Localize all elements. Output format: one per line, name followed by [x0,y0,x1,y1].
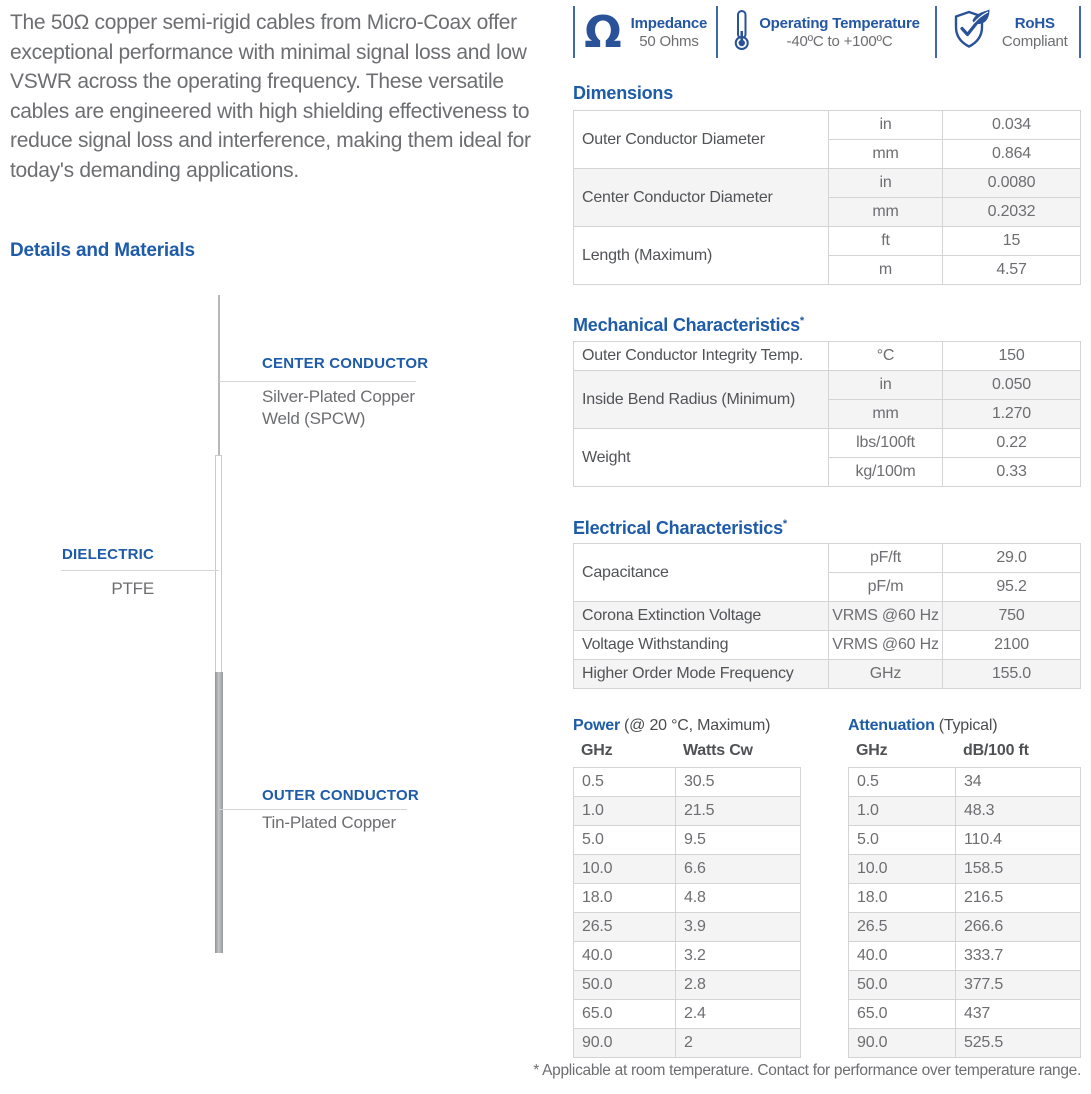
badge-value: Compliant [1001,32,1068,50]
freq-cell: 377.5 [956,971,1081,1000]
freq-cell: 10.0 [849,855,956,884]
dimensions-heading: Dimensions [573,83,674,103]
unit-cell: GHz [829,660,943,689]
freq-cell: 65.0 [574,1000,676,1029]
cable-dielectric [215,455,222,673]
badge-title: RoHS [1014,14,1055,32]
unit-cell: ft [829,227,943,256]
freq-cell: 1.0 [849,797,956,826]
spec-label-cell: Center Conductor Diameter [574,169,829,227]
spec-row [574,631,1081,660]
freq-cell: 50.0 [574,971,676,1000]
freq-row [849,797,1081,826]
cable-center-conductor [218,295,220,456]
value-cell: 0.0080 [943,169,1081,198]
value-cell: 150 [943,342,1081,371]
freq-row [849,971,1081,1000]
freq-cell: 50.0 [849,971,956,1000]
freq-cell: 90.0 [574,1029,676,1058]
freq-cell: 2 [676,1029,801,1058]
rohs-shield-icon [948,7,993,57]
outer-conductor-label: OUTER CONDUCTOR [262,787,419,804]
spec-label-cell: Weight [574,429,829,487]
value-cell: 2100 [943,631,1081,660]
badge-operating-temperature [716,6,934,58]
spec-row [574,429,1081,458]
freq-cell: 40.0 [849,942,956,971]
spec-row [574,227,1081,256]
freq-cell: 18.0 [849,884,956,913]
freq-cell: 266.6 [956,913,1081,942]
electrical-heading: Electrical Characteristics* [573,518,788,538]
spec-row [574,544,1081,573]
value-cell: 4.57 [943,256,1081,285]
unit-cell: VRMS @60 Hz [829,602,943,631]
mechanical-table [573,341,1081,487]
freq-cell: 48.3 [956,797,1081,826]
badge-rohs [935,6,1079,58]
freq-row [574,797,801,826]
value-cell: 0.050 [943,371,1081,400]
freq-row [849,1000,1081,1029]
spec-row [574,342,1081,371]
dielectric-material: PTFE [111,579,154,598]
freq-cell: 5.0 [849,826,956,855]
spec-label-cell: Voltage Withstanding [574,631,829,660]
freq-cell: 6.6 [676,855,801,884]
value-cell: 0.034 [943,111,1081,140]
freq-row [849,942,1081,971]
freq-cell: 0.5 [574,768,676,797]
freq-cell: 90.0 [849,1029,956,1058]
center-conductor-label: CENTER CONDUCTOR [262,355,429,372]
unit-cell: kg/100m [829,458,943,487]
spec-row [574,169,1081,198]
label-rule [219,809,407,810]
mechanical-heading: Mechanical Characteristics* [573,315,805,335]
freq-cell: 10.0 [574,855,676,884]
badge-title: Operating Temperature [759,14,920,32]
spec-row [574,111,1081,140]
badges-row [573,6,1081,58]
unit-cell: pF/m [829,573,943,602]
spec-label-cell: Corona Extinction Voltage [574,602,829,631]
power-heading: Power (@ 20 °C, Maximum) [573,717,771,734]
freq-cell: 333.7 [956,942,1081,971]
spec-label-cell: Inside Bend Radius (Minimum) [574,371,829,429]
value-cell: 155.0 [943,660,1081,689]
spec-row [574,371,1081,400]
freq-row [849,1029,1081,1058]
freq-cell: 3.2 [676,942,801,971]
omega-icon: Ω [584,7,622,58]
freq-cell: 3.9 [676,913,801,942]
freq-cell: 65.0 [849,1000,956,1029]
value-cell: 1.270 [943,400,1081,429]
freq-row [574,913,801,942]
freq-row [574,826,801,855]
freq-cell: 0.5 [849,768,956,797]
freq-row [849,884,1081,913]
freq-row [849,855,1081,884]
footnote: * Applicable at room temperature. Contact for performance over temperature range. [533,1062,1081,1079]
freq-cell: 26.5 [849,913,956,942]
label-rule [219,381,416,382]
spec-row [574,602,1081,631]
thermometer-icon [733,9,750,56]
unit-cell: °C [829,342,943,371]
freq-cell: 437 [956,1000,1081,1029]
freq-row [849,768,1081,797]
badge-value: 50 Ohms [639,32,699,50]
freq-cell: 21.5 [676,797,801,826]
outer-conductor-material: Tin-Plated Copper [262,813,396,832]
freq-cell: 34 [956,768,1081,797]
value-cell: 750 [943,602,1081,631]
freq-row [574,855,801,884]
cable-outer-conductor [215,672,223,953]
freq-cell: 30.5 [676,768,801,797]
freq-row [849,826,1081,855]
spec-label-cell: Outer Conductor Diameter [574,111,829,169]
freq-cell: 1.0 [574,797,676,826]
attenuation-col-headers: GHz dB/100 ft [856,742,1029,759]
freq-row [574,942,801,971]
unit-cell: lbs/100ft [829,429,943,458]
freq-cell: 216.5 [956,884,1081,913]
unit-cell: in [829,111,943,140]
freq-row [574,971,801,1000]
label-rule [61,570,219,571]
spec-label-cell: Length (Maximum) [574,227,829,285]
freq-cell: 40.0 [574,942,676,971]
unit-cell: mm [829,198,943,227]
unit-cell: in [829,371,943,400]
value-cell: 15 [943,227,1081,256]
freq-row [574,1000,801,1029]
badge-impedance [573,6,716,58]
value-cell: 0.33 [943,458,1081,487]
electrical-table [573,543,1081,689]
value-cell: 29.0 [943,544,1081,573]
dielectric-label: DIELECTRIC [62,546,154,563]
spec-row [574,660,1081,689]
spec-label-cell: Outer Conductor Integrity Temp. [574,342,829,371]
freq-cell: 2.8 [676,971,801,1000]
badge-title: Impedance [630,14,708,32]
freq-cell: 2.4 [676,1000,801,1029]
spec-label-cell: Capacitance [574,544,829,602]
freq-row [574,884,801,913]
badge-value: -40ºC to +100ºC [786,32,893,50]
freq-row [849,913,1081,942]
freq-cell: 525.5 [956,1029,1081,1058]
unit-cell: pF/ft [829,544,943,573]
power-table [573,767,801,1058]
value-cell: 95.2 [943,573,1081,602]
freq-cell: 9.5 [676,826,801,855]
freq-cell: 110.4 [956,826,1081,855]
unit-cell: mm [829,400,943,429]
freq-cell: 158.5 [956,855,1081,884]
unit-cell: VRMS @60 Hz [829,631,943,660]
value-cell: 0.864 [943,140,1081,169]
attenuation-heading: Attenuation (Typical) [848,717,998,734]
freq-cell: 26.5 [574,913,676,942]
freq-row [574,1029,801,1058]
value-cell: 0.22 [943,429,1081,458]
unit-cell: in [829,169,943,198]
spec-label-cell: Higher Order Mode Frequency [574,660,829,689]
power-col-headers: GHz Watts Cw [581,742,753,759]
value-cell: 0.2032 [943,198,1081,227]
details-materials-heading: Details and Materials [10,240,195,261]
freq-cell: 5.0 [574,826,676,855]
unit-cell: m [829,256,943,285]
intro-paragraph: The 50Ω copper semi-rigid cables from Micro-Coax offer exceptional performance with minimal signal loss and low VSWR across the operating frequency. These versatile cables are engineered with high shielding effectiveness to reduce signal loss and interference, making them ideal for today's demanding applications. [10,11,531,182]
freq-cell: 4.8 [676,884,801,913]
center-conductor-material: Silver-Plated Copper Weld (SPCW) [262,387,415,428]
dimensions-table [573,110,1081,285]
unit-cell: mm [829,140,943,169]
freq-cell: 18.0 [574,884,676,913]
attenuation-table [848,767,1081,1058]
freq-row [574,768,801,797]
